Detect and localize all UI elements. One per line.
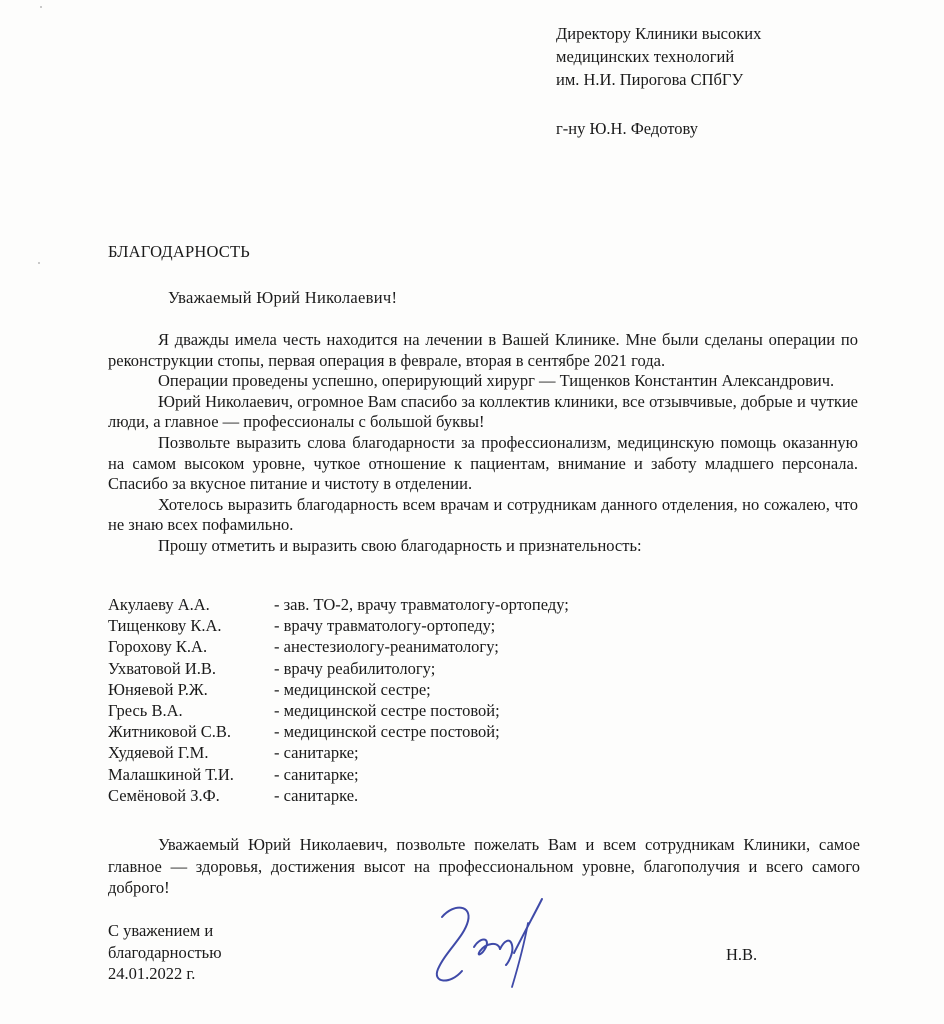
staff-name: Гресь В.А. [108, 700, 183, 720]
body-paragraph: Операции проведены успешно, оперирующий хирург — Тищенков Константин Александрович. [158, 371, 835, 391]
staff-name: Тищенкову К.А. [108, 616, 222, 636]
staff-name: Горохову К.А. [108, 637, 208, 657]
staff-row [108, 636, 708, 657]
letter-body [108, 330, 858, 557]
staff-role: - врачу травматологу-ортопеду; [274, 616, 496, 636]
author-initials: Н.В. [726, 945, 758, 964]
staff-name: Худяевой Г.М. [108, 743, 209, 763]
addressee-line: Директору Клиники высоких [556, 24, 762, 43]
addressee-name: г-ну Ю.Н. Федотову [556, 119, 699, 138]
body-paragraph: Прошу отметить и выразить свою благодарность и признательность: [158, 535, 642, 555]
wish-block [108, 834, 860, 899]
staff-row [108, 679, 708, 700]
addressee-line: медицинских технологий [556, 47, 735, 66]
staff-role: - медицинской сестре постовой; [274, 722, 500, 742]
scan-speck [40, 6, 42, 8]
staff-name: Акулаеву А.А. [108, 595, 210, 614]
closing-date: 24.01.2022 г. [108, 964, 196, 983]
staff-name: Семёновой З.Ф. [108, 785, 220, 805]
staff-role: - зав. ТО-2, врачу травматологу-ортопеду; [274, 595, 569, 614]
body-paragraph: Хотелось выразить благодарность всем врачам и сотрудникам данного отделения, но сожалею, что не знаю всех пофамильно. [108, 494, 858, 535]
staff-name: Малашкиной Т.И. [108, 764, 234, 784]
staff-name: Житниковой С.В. [108, 722, 232, 742]
scan-speck [38, 262, 40, 264]
staff-row [108, 658, 708, 679]
addressee-line: им. Н.И. Пирогова СПбГУ [556, 70, 744, 89]
staff-role: - анестезиологу-реаниматологу; [274, 637, 499, 657]
salutation: Уважаемый Юрий Николаевич! [168, 288, 398, 307]
staff-row [108, 742, 708, 763]
staff-row [108, 615, 708, 636]
staff-role: - санитарке. [274, 785, 359, 805]
staff-row [108, 785, 708, 806]
handwritten-signature [428, 893, 558, 993]
staff-role: - медицинской сестре; [274, 679, 431, 699]
staff-role: - санитарке; [274, 764, 359, 784]
closing-block [108, 920, 222, 985]
closing-line: С уважением и [108, 921, 214, 940]
body-paragraph: Я дважды имела честь находится на лечении в Вашей Клинике. Мне были сделаны операции по реконструкции стопы, первая операция в феврале, вторая в сентябре 2021 года. [108, 330, 858, 370]
staff-role: - медицинской сестре постовой; [274, 700, 500, 720]
staff-role: - санитарке; [274, 743, 359, 763]
staff-row [108, 764, 708, 785]
staff-row [108, 700, 708, 721]
staff-list [108, 594, 708, 806]
body-paragraph: Юрий Николаевич, огромное Вам спасибо за коллектив клиники, все отзывчивые, добрые и чуткие люди, а главное — профессионалы с большой буквы! [108, 391, 858, 432]
staff-name: Юняевой Р.Ж. [108, 679, 208, 699]
letter-heading: БЛАГОДАРНОСТЬ [108, 242, 250, 261]
body-paragraph: Позвольте выразить слова благодарности за профессионализм, медицинскую помощь оказанную на самом высоком уровне, чуткое отношение к пациентам, внимание и заботу младшего персонала. Спасибо за вкусное питание и чистоту в отделении. [108, 432, 858, 494]
closing-line: благодарностью [108, 942, 222, 962]
staff-row [108, 721, 708, 742]
staff-role: - врачу реабилитологу; [274, 658, 436, 678]
staff-row [108, 594, 708, 615]
wish-paragraph: Уважаемый Юрий Николаевич, позвольте пожелать Вам и всем сотрудникам Клиники, самое главное — здоровья, достижения высот на профессиональном уровне, благополучия и всего самого доброго! [108, 835, 860, 897]
staff-name: Ухватовой И.В. [108, 658, 217, 678]
addressee-block [556, 22, 916, 140]
